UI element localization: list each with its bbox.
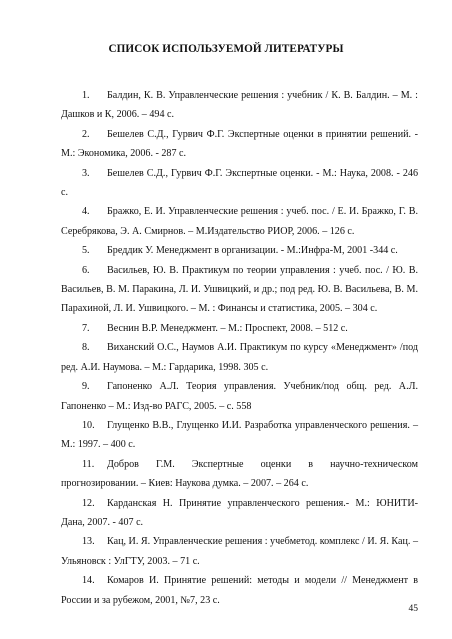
reference-text: Бешелев С.Д., Гурвич Ф.Г. Экспертные оценки в принятии решений. - М.: Экономика, 2006. - 287 с. [61, 128, 418, 160]
reference-number: 8. [82, 342, 90, 354]
reference-item [61, 377, 418, 416]
reference-item [61, 455, 418, 494]
reference-number: 9. [82, 381, 90, 393]
reference-number: 3. [82, 167, 90, 179]
reference-item [61, 494, 418, 533]
reference-item [61, 319, 418, 338]
reference-item [61, 164, 418, 203]
reference-text: Комаров И. Принятие решений: методы и модели // Менеджмент в России и за рубежом, 2001, №7, 23 с. [61, 575, 418, 606]
reference-item [61, 261, 418, 319]
reference-number: 5. [82, 245, 90, 257]
reference-text: Бешелев С.Д., Гурвич Ф.Г. Экспертные оценки. - М.: Наука, 2008. - 246 с. [61, 167, 418, 199]
reference-text: Карданская Н. Принятие управленческого решения.- М.: ЮНИТИ-Дана, 2007. - 407 с. [61, 497, 418, 528]
reference-item [61, 532, 418, 571]
reference-list [61, 86, 418, 610]
reference-number: 1. [82, 90, 90, 101]
reference-text: Балдин, К. В. Управленческие решения : учебник / К. В. Балдин. – М. : Дашков и К, 2006. – 494 с. [61, 90, 418, 121]
reference-number: 13. [82, 536, 95, 548]
reference-text: Кац, И. Я. Управленческие решения : учебметод. комплекс / И. Я. Кац. – Ульяновск : УлГТУ, 2003. – 71 с. [61, 536, 419, 567]
reference-number: 6. [82, 264, 90, 276]
reference-text: Добров Г.М. Экспертные оценки в научно-техническом прогнозировании. – Киев: Наукова думка. – 2007. – 264 с. [61, 458, 418, 490]
page-title: СПИСОК ИСПОЛЬЗУЕМОЙ ЛИТЕРАТУРЫ [108, 43, 344, 55]
reference-number: 7. [82, 322, 90, 334]
reference-item [61, 125, 418, 164]
reference-number: 14. [82, 575, 95, 587]
reference-text: Васильев, Ю. В. Практикум по теории управления : учеб. пос. / Ю. В. Васильев, В. М. Паракина, Л. И. Ушвицкий, и др.; под ред. Ю. В. Васильева, В. М. Парахиной, Л. И. Ушвицкого. – М. : Финансы и статистика, 2005. – 304 с. [61, 264, 418, 315]
page-number: 45 [408, 604, 418, 614]
reference-text: Глущенко В.В., Глущенко И.И. Разработка управленческого решения. – М.: 1997. – 400 с. [61, 419, 418, 451]
reference-item [61, 416, 418, 455]
reference-number: 11. [82, 458, 95, 470]
reference-number: 12. [82, 497, 95, 509]
reference-number: 10. [82, 419, 95, 431]
reference-item [61, 86, 418, 125]
reference-text: Веснин В.Р. Менеджмент. – М.: Проспект, 2008. – 512 с. [107, 322, 348, 334]
reference-item [61, 571, 418, 610]
reference-number: 4. [82, 206, 90, 218]
reference-number: 2. [82, 128, 90, 140]
reference-item [61, 338, 418, 377]
reference-text: Гапоненко А.Л. Теория управления. Учебник/под общ. ред. А.Л. Гапоненко – М.: Изд-во РАГС, 2005. – с. 558 [61, 381, 418, 412]
reference-text: Бражко, Е. И. Управленческие решения : учеб. пос. / Е. И. Бражко, Г. В. Серебрякова, Э. А. Смирнов. – М.Издательство РИОР, 2006. – 126 с. [61, 206, 418, 237]
reference-text: Бреддик У. Менеджмент в организации. - М.:Инфра-М, 2001 -344 с. [107, 245, 398, 257]
reference-text: Виханский О.С., Наумов А.И. Практикум по курсу «Менеджмент» /под ред. А.И. Наумова. – М.: Гардарика, 1998. 305 с. [61, 342, 418, 373]
reference-item [61, 241, 418, 260]
reference-item [61, 202, 418, 241]
